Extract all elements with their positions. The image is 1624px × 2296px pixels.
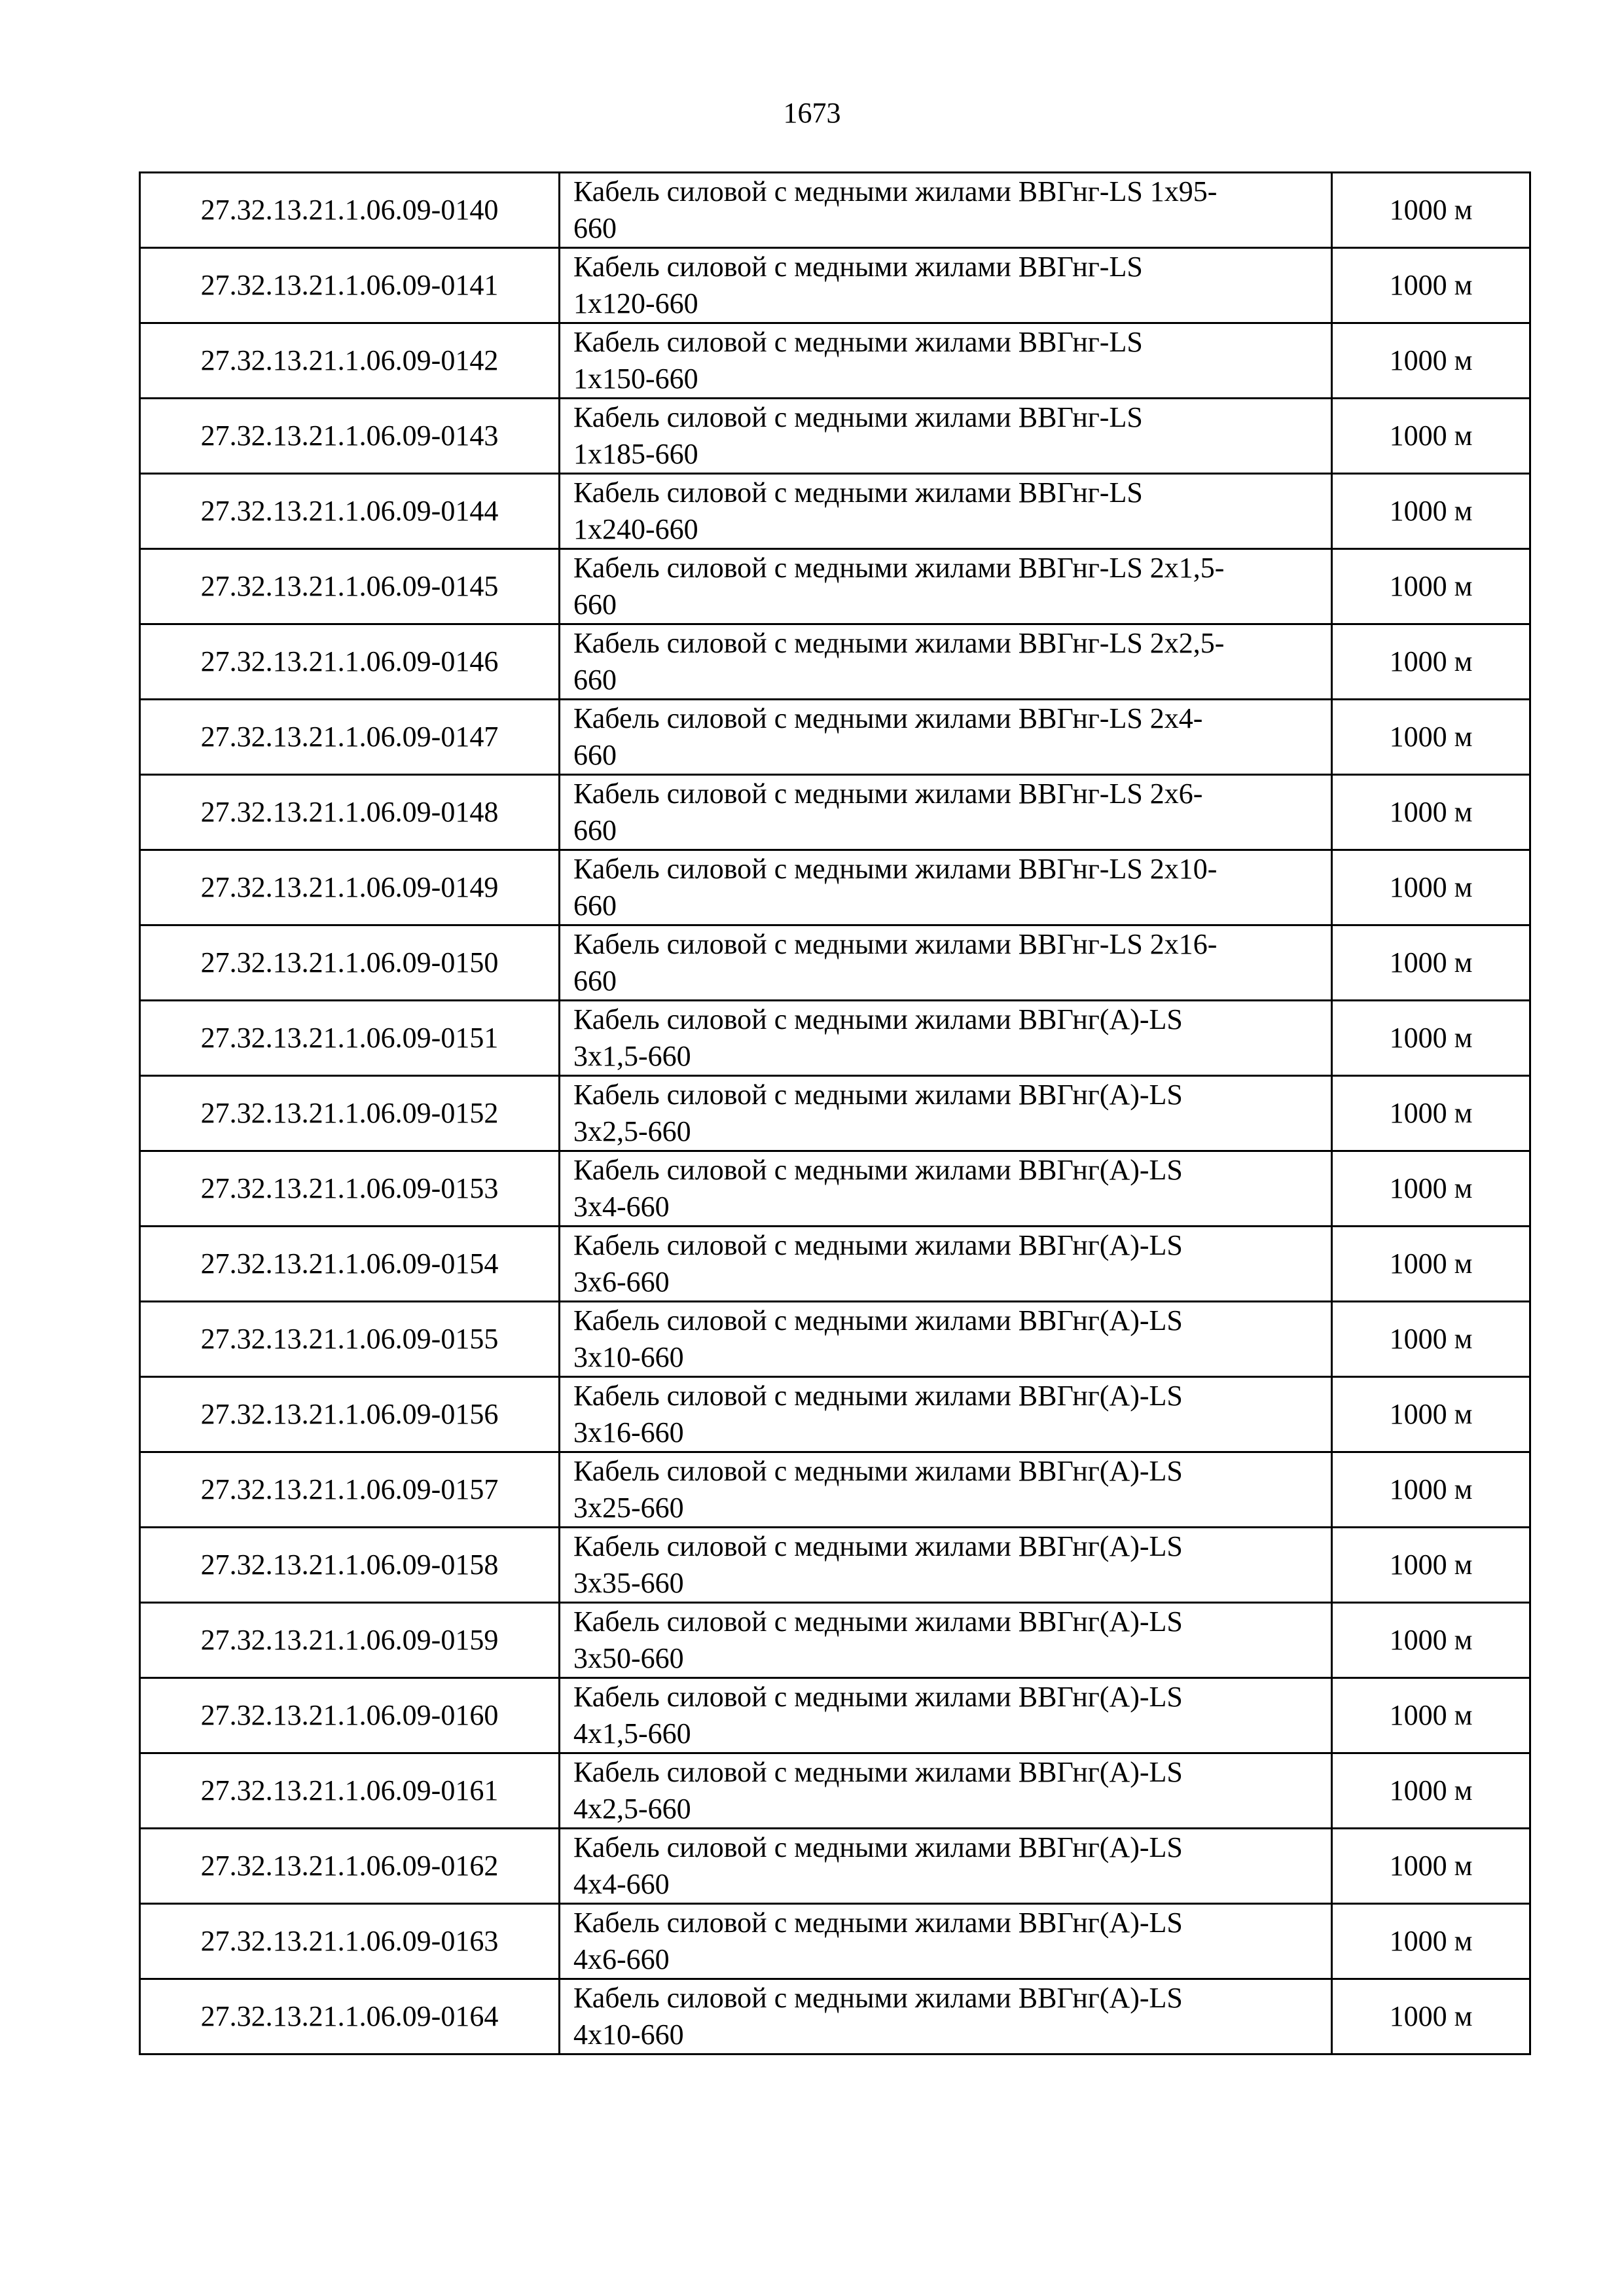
code-cell: 27.32.13.21.1.06.09-0162 (140, 1829, 560, 1904)
name-cell (560, 1753, 1332, 1829)
code-cell: 27.32.13.21.1.06.09-0155 (140, 1302, 560, 1377)
unit-cell: 1000 м (1332, 1302, 1530, 1377)
unit-cell: 1000 м (1332, 775, 1530, 850)
unit-cell: 1000 м (1332, 1603, 1530, 1678)
code-cell: 27.32.13.21.1.06.09-0151 (140, 1001, 560, 1076)
code-cell: 27.32.13.21.1.06.09-0156 (140, 1377, 560, 1452)
name-line-1: Кабель силовой с медными жилами ВВГнг-LS 2х1,5- (573, 552, 1225, 584)
unit-cell: 1000 м (1332, 1979, 1530, 2054)
table-row (140, 1528, 1530, 1603)
name-line-1: Кабель силовой с медными жилами ВВГнг-LS (573, 476, 1143, 509)
table-row (140, 549, 1530, 624)
name-line-1: Кабель силовой с медными жилами ВВГнг-LS (573, 251, 1143, 283)
code-cell: 27.32.13.21.1.06.09-0158 (140, 1528, 560, 1603)
name-line-2: 1х150-660 (573, 363, 698, 395)
name-line-2: 4х2,5-660 (573, 1793, 691, 1825)
name-line-1: Кабель силовой с медными жилами ВВГнг(А)-LS (573, 1530, 1183, 1562)
code-cell: 27.32.13.21.1.06.09-0152 (140, 1076, 560, 1151)
name-cell (560, 323, 1332, 399)
code-cell: 27.32.13.21.1.06.09-0159 (140, 1603, 560, 1678)
code-cell: 27.32.13.21.1.06.09-0150 (140, 925, 560, 1001)
table-row (140, 850, 1530, 925)
name-cell (560, 1302, 1332, 1377)
name-line-1: Кабель силовой с медными жилами ВВГнг(А)-LS (573, 1756, 1183, 1788)
name-line-2: 1х185-660 (573, 438, 698, 470)
name-cell (560, 1528, 1332, 1603)
name-cell (560, 700, 1332, 775)
name-line-2: 3х35-660 (573, 1567, 684, 1599)
name-line-1: Кабель силовой с медными жилами ВВГнг-LS 2х10- (573, 853, 1218, 885)
table-row (140, 1678, 1530, 1753)
table-row (140, 1151, 1530, 1227)
code-cell: 27.32.13.21.1.06.09-0147 (140, 700, 560, 775)
name-cell (560, 1452, 1332, 1528)
name-line-1: Кабель силовой с медными жилами ВВГнг(А)-LS (573, 1831, 1183, 1863)
name-cell (560, 1829, 1332, 1904)
name-cell (560, 1603, 1332, 1678)
name-line-1: Кабель силовой с медными жилами ВВГнг(А)-LS (573, 1154, 1183, 1186)
code-cell: 27.32.13.21.1.06.09-0148 (140, 775, 560, 850)
name-line-1: Кабель силовой с медными жилами ВВГнг-LS 2х6- (573, 778, 1203, 810)
table-row (140, 248, 1530, 323)
name-line-2: 4х6-660 (573, 1943, 670, 1975)
unit-cell: 1000 м (1332, 1377, 1530, 1452)
name-line-2: 660 (573, 588, 617, 620)
unit-cell: 1000 м (1332, 248, 1530, 323)
name-line-2: 660 (573, 889, 617, 922)
code-cell: 27.32.13.21.1.06.09-0163 (140, 1904, 560, 1979)
table-row (140, 173, 1530, 248)
unit-cell: 1000 м (1332, 1904, 1530, 1979)
name-cell (560, 474, 1332, 549)
name-line-1: Кабель силовой с медными жилами ВВГнг(А)-LS (573, 1455, 1183, 1487)
name-line-2: 3х1,5-660 (573, 1040, 691, 1072)
name-line-2: 1х120-660 (573, 287, 698, 319)
name-line-1: Кабель силовой с медными жилами ВВГнг(А)-LS (573, 1907, 1183, 1939)
name-cell (560, 1151, 1332, 1227)
unit-cell: 1000 м (1332, 700, 1530, 775)
name-cell (560, 1377, 1332, 1452)
code-cell: 27.32.13.21.1.06.09-0145 (140, 549, 560, 624)
name-cell (560, 624, 1332, 700)
code-cell: 27.32.13.21.1.06.09-0140 (140, 173, 560, 248)
table-row (140, 1753, 1530, 1829)
name-line-1: Кабель силовой с медными жилами ВВГнг-LS (573, 401, 1143, 433)
name-line-2: 660 (573, 739, 617, 771)
name-line-2: 660 (573, 664, 617, 696)
table-row (140, 775, 1530, 850)
name-line-2: 660 (573, 965, 617, 997)
table-row (140, 1603, 1530, 1678)
unit-cell: 1000 м (1332, 323, 1530, 399)
name-line-2: 4х4-660 (573, 1868, 670, 1900)
code-cell: 27.32.13.21.1.06.09-0160 (140, 1678, 560, 1753)
unit-cell: 1000 м (1332, 1001, 1530, 1076)
name-line-2: 3х50-660 (573, 1642, 684, 1674)
name-line-2: 3х2,5-660 (573, 1115, 691, 1147)
name-cell (560, 399, 1332, 474)
name-line-1: Кабель силовой с медными жилами ВВГнг-LS 1х95- (573, 175, 1218, 207)
table-row (140, 323, 1530, 399)
name-line-2: 1х240-660 (573, 513, 698, 545)
code-cell: 27.32.13.21.1.06.09-0164 (140, 1979, 560, 2054)
name-line-1: Кабель силовой с медными жилами ВВГнг(А)-LS (573, 1229, 1183, 1261)
unit-cell: 1000 м (1332, 1227, 1530, 1302)
table-row (140, 624, 1530, 700)
name-cell (560, 1979, 1332, 2054)
name-line-1: Кабель силовой с медными жилами ВВГнг(А)-LS (573, 1605, 1183, 1638)
name-cell (560, 1904, 1332, 1979)
table-row (140, 1904, 1530, 1979)
name-cell (560, 925, 1332, 1001)
name-cell (560, 173, 1332, 248)
name-line-1: Кабель силовой с медными жилами ВВГнг(А)-LS (573, 1003, 1183, 1035)
table-row (140, 474, 1530, 549)
unit-cell: 1000 м (1332, 1151, 1530, 1227)
name-cell (560, 1001, 1332, 1076)
unit-cell: 1000 м (1332, 1528, 1530, 1603)
table-row (140, 925, 1530, 1001)
name-line-1: Кабель силовой с медными жилами ВВГнг(А)-LS (573, 1304, 1183, 1336)
unit-cell: 1000 м (1332, 399, 1530, 474)
unit-cell: 1000 м (1332, 624, 1530, 700)
name-line-2: 4х1,5-660 (573, 1717, 691, 1749)
unit-cell: 1000 м (1332, 1829, 1530, 1904)
table-row (140, 1452, 1530, 1528)
unit-cell: 1000 м (1332, 474, 1530, 549)
unit-cell: 1000 м (1332, 925, 1530, 1001)
name-cell (560, 850, 1332, 925)
name-cell (560, 775, 1332, 850)
code-cell: 27.32.13.21.1.06.09-0142 (140, 323, 560, 399)
table-row (140, 1829, 1530, 1904)
name-line-1: Кабель силовой с медными жилами ВВГнг-LS 2х16- (573, 928, 1218, 960)
unit-cell: 1000 м (1332, 1753, 1530, 1829)
name-cell (560, 1076, 1332, 1151)
name-line-2: 3х25-660 (573, 1492, 684, 1524)
name-line-2: 3х10-660 (573, 1341, 684, 1373)
name-cell (560, 549, 1332, 624)
code-cell: 27.32.13.21.1.06.09-0157 (140, 1452, 560, 1528)
table-row (140, 700, 1530, 775)
table-row (140, 1076, 1530, 1151)
code-cell: 27.32.13.21.1.06.09-0144 (140, 474, 560, 549)
code-cell: 27.32.13.21.1.06.09-0154 (140, 1227, 560, 1302)
name-line-2: 3х16-660 (573, 1416, 684, 1448)
name-line-1: Кабель силовой с медными жилами ВВГнг(А)-LS (573, 1079, 1183, 1111)
name-line-2: 4х10-660 (573, 2018, 684, 2051)
price-table (139, 171, 1531, 2055)
name-line-2: 660 (573, 814, 617, 846)
unit-cell: 1000 м (1332, 1452, 1530, 1528)
unit-cell: 1000 м (1332, 549, 1530, 624)
table-row (140, 1227, 1530, 1302)
code-cell: 27.32.13.21.1.06.09-0149 (140, 850, 560, 925)
unit-cell: 1000 м (1332, 850, 1530, 925)
name-line-2: 3х6-660 (573, 1266, 670, 1298)
table-row (140, 1979, 1530, 2054)
table-row (140, 1302, 1530, 1377)
code-cell: 27.32.13.21.1.06.09-0153 (140, 1151, 560, 1227)
table-row (140, 399, 1530, 474)
name-cell (560, 1227, 1332, 1302)
table-body (140, 173, 1530, 2054)
name-line-1: Кабель силовой с медными жилами ВВГнг(А)-LS (573, 1982, 1183, 2014)
name-line-1: Кабель силовой с медными жилами ВВГнг(А)-LS (573, 1681, 1183, 1713)
code-cell: 27.32.13.21.1.06.09-0161 (140, 1753, 560, 1829)
name-line-1: Кабель силовой с медными жилами ВВГнг-LS 2х4- (573, 702, 1203, 734)
code-cell: 27.32.13.21.1.06.09-0141 (140, 248, 560, 323)
table-row (140, 1001, 1530, 1076)
unit-cell: 1000 м (1332, 1076, 1530, 1151)
name-line-2: 660 (573, 212, 617, 244)
name-line-1: Кабель силовой с медными жилами ВВГнг-LS 2х2,5- (573, 627, 1225, 659)
name-line-1: Кабель силовой с медными жилами ВВГнг(А)-LS (573, 1380, 1183, 1412)
name-line-1: Кабель силовой с медными жилами ВВГнг-LS (573, 326, 1143, 358)
name-cell (560, 248, 1332, 323)
unit-cell: 1000 м (1332, 1678, 1530, 1753)
code-cell: 27.32.13.21.1.06.09-0143 (140, 399, 560, 474)
code-cell: 27.32.13.21.1.06.09-0146 (140, 624, 560, 700)
page-number: 1673 (783, 97, 841, 129)
table-row (140, 1377, 1530, 1452)
name-line-2: 3х4-660 (573, 1191, 670, 1223)
name-cell (560, 1678, 1332, 1753)
unit-cell: 1000 м (1332, 173, 1530, 248)
